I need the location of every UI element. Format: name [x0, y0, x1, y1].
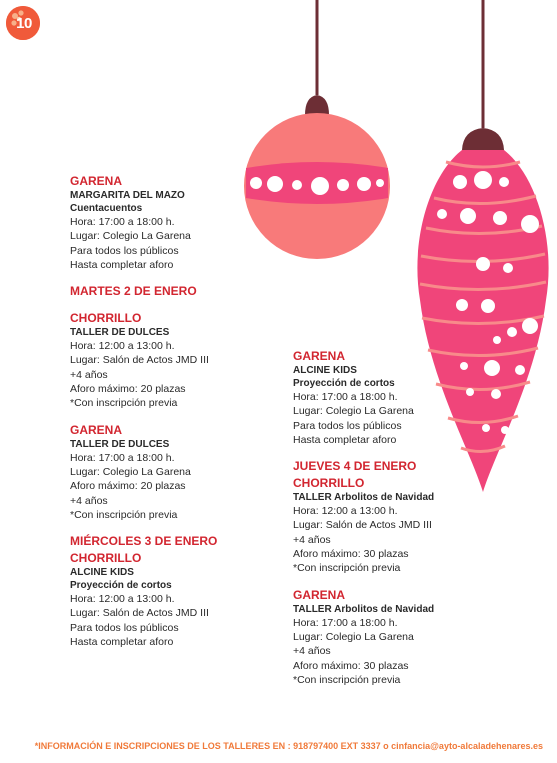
- date-heading-wednesday: MIÉRCOLES 3 DE ENERO: [70, 534, 218, 549]
- event-audience: Para todos los públicos: [70, 621, 179, 634]
- event-location: CHORRILLO: [70, 551, 142, 566]
- date-heading-thursday: JUEVES 4 DE ENERO: [293, 459, 417, 474]
- event-time: Hora: 12:00 a 13:00 h.: [70, 593, 175, 606]
- event-garena-taller-dulces: [70, 423, 280, 522]
- event-place: Lugar: Colegio La Garena: [293, 405, 414, 418]
- event-subtitle: Proyección de cortos: [293, 378, 395, 389]
- event-chorrillo-alcine-kids: [70, 551, 280, 649]
- right-schedule-column: [293, 349, 533, 699]
- event-time: Hora: 12:00 a 13:00 h.: [293, 505, 398, 518]
- event-age: +4 años: [70, 494, 108, 507]
- event-title: TALLER DE DULCES: [70, 327, 170, 339]
- event-place: Lugar: Salón de Actos JMD III: [70, 607, 209, 620]
- event-capacity: Hasta completar aforo: [70, 636, 174, 649]
- event-chorrillo-arbolitos: [293, 476, 533, 575]
- event-age: +4 años: [70, 368, 108, 381]
- event-location: GARENA: [70, 174, 123, 188]
- event-location: GARENA: [70, 422, 123, 437]
- event-registration: *Con inscripción previa: [293, 562, 401, 575]
- event-title: TALLER DE DULCES: [70, 438, 170, 450]
- event-time: Hora: 17:00 a 18:00 h.: [70, 216, 175, 228]
- event-registration: *Con inscripción previa: [70, 397, 178, 410]
- event-capacity: Aforo máximo: 30 plazas: [293, 548, 409, 561]
- event-subtitle: Proyección de cortos: [70, 580, 172, 592]
- event-capacity: Hasta completar aforo: [293, 433, 397, 446]
- event-time: Hora: 17:00 a 18:00 h.: [293, 616, 398, 629]
- footer-contact-info: *INFORMACIÓN E INSCRIPCIONES DE LOS TALLERES EN : 918797400 EXT 3337 o cinfancia@ayto-alcaladehenares.es: [34, 741, 543, 751]
- event-age: +4 años: [293, 533, 331, 546]
- page-number: 10: [16, 14, 32, 32]
- event-age: +4 años: [293, 645, 331, 658]
- event-chorrillo-taller-dulces: [70, 311, 280, 410]
- event-place: Lugar: Salón de Actos JMD III: [70, 354, 209, 367]
- left-schedule-column: [70, 174, 280, 661]
- event-place: Lugar: Colegio La Garena: [70, 465, 191, 478]
- event-garena-cuentacuentos: [70, 174, 280, 272]
- event-title: ALCINE KIDS: [70, 567, 134, 579]
- event-place: Lugar: Colegio La Garena: [293, 630, 414, 643]
- event-title: TALLER Arbolitos de Navidad: [293, 603, 435, 615]
- event-time: Hora: 17:00 a 18:00 h.: [293, 391, 398, 403]
- date-heading-tuesday: MARTES 2 DE ENERO: [70, 284, 197, 299]
- event-place: Lugar: Salón de Actos JMD III: [293, 519, 432, 532]
- event-subtitle: Cuentacuentos: [70, 203, 143, 214]
- event-registration: *Con inscripción previa: [70, 508, 178, 521]
- event-audience: Para todos los públicos: [293, 419, 402, 432]
- event-garena-arbolitos: [293, 588, 533, 687]
- event-capacity: Aforo máximo: 20 plazas: [70, 480, 186, 493]
- event-location: GARENA: [293, 587, 346, 602]
- event-time: Hora: 12:00 a 13:00 h.: [70, 340, 175, 353]
- event-registration: *Con inscripción previa: [293, 673, 401, 686]
- event-title: ALCINE KIDS: [293, 365, 357, 376]
- event-capacity: Aforo máximo: 20 plazas: [70, 383, 186, 396]
- event-capacity: Aforo máximo: 30 plazas: [293, 659, 409, 672]
- event-location: CHORRILLO: [70, 311, 142, 326]
- event-place: Lugar: Colegio La Garena: [70, 230, 191, 243]
- event-location: GARENA: [293, 349, 346, 363]
- event-garena-alcine-kids: [293, 349, 533, 447]
- event-time: Hora: 17:00 a 18:00 h.: [70, 451, 175, 464]
- event-audience: Para todos los públicos: [70, 244, 179, 257]
- event-capacity: Hasta completar aforo: [70, 258, 174, 271]
- event-location: CHORRILLO: [293, 476, 365, 491]
- event-title: TALLER Arbolitos de Navidad: [293, 492, 435, 504]
- event-title: MARGARITA DEL MAZO: [70, 190, 185, 201]
